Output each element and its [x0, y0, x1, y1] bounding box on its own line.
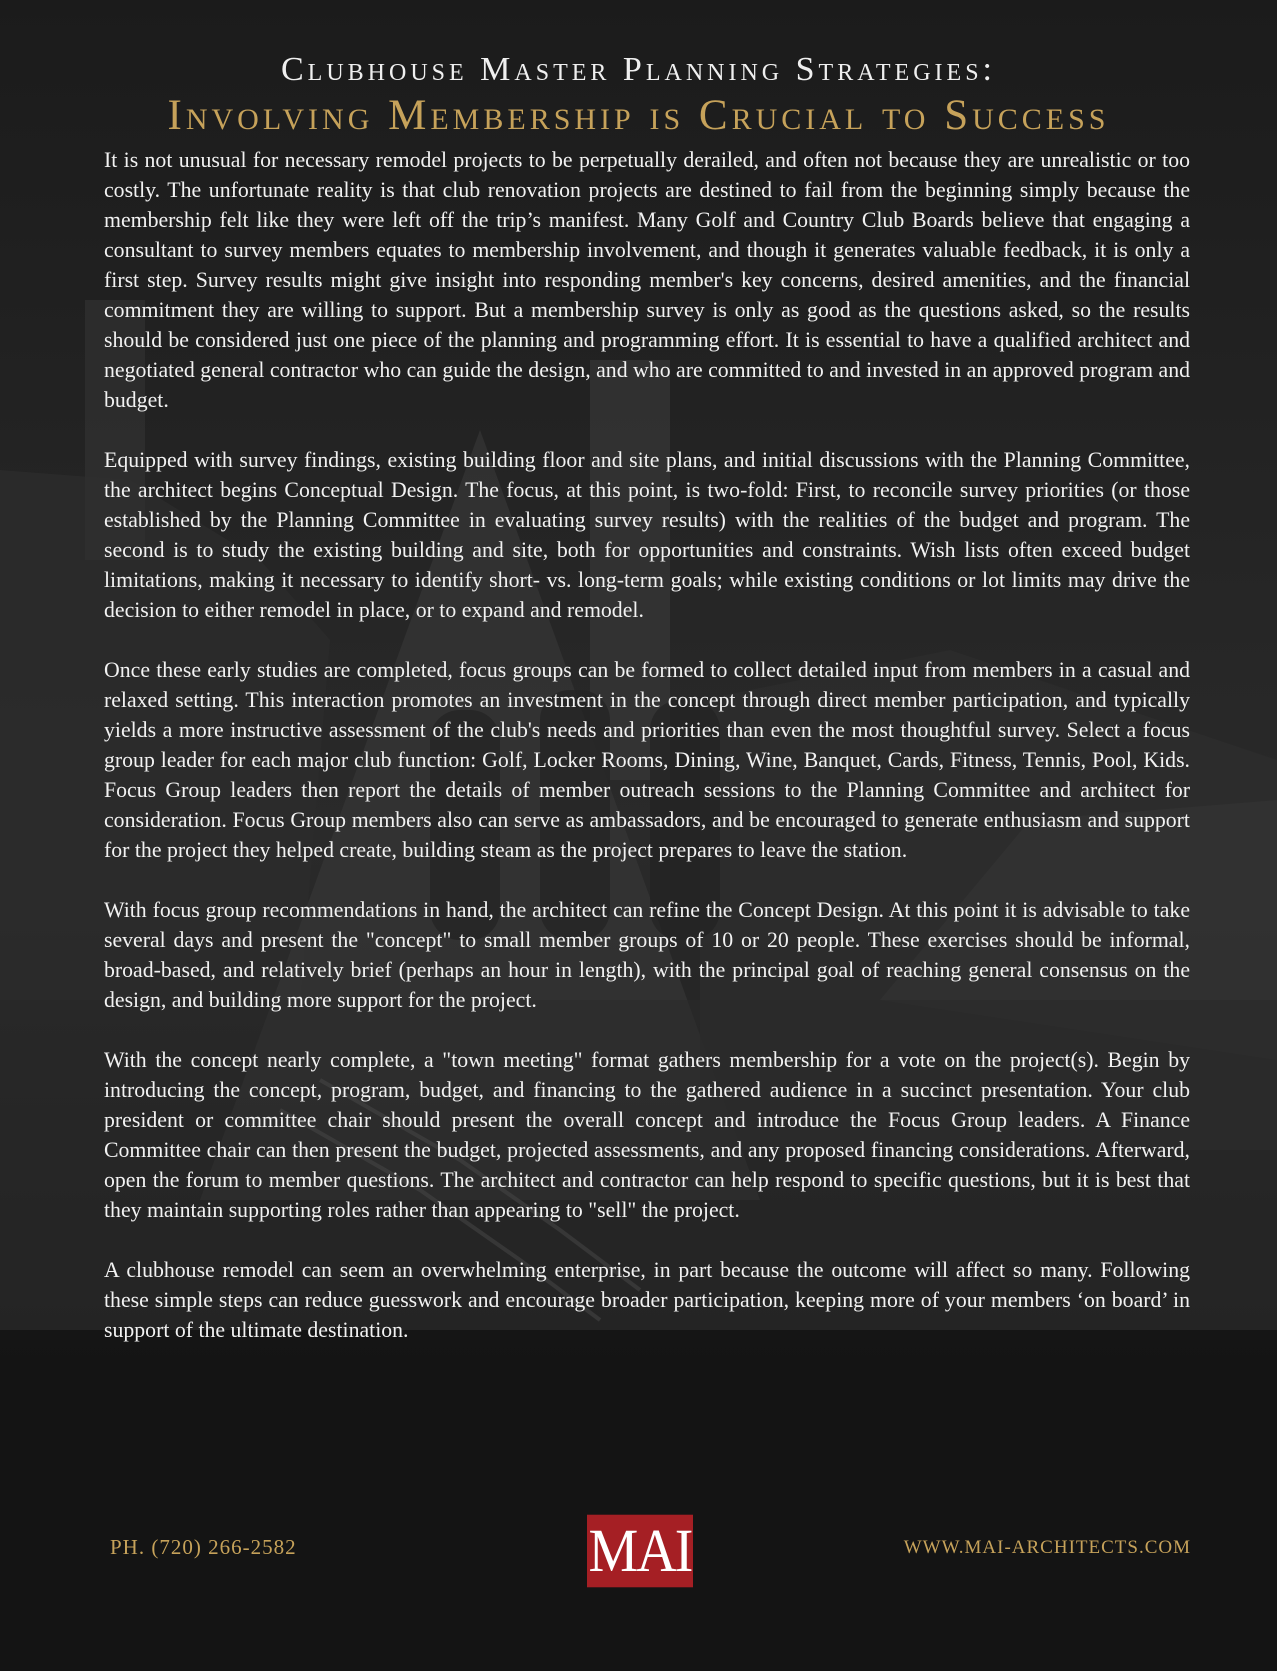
paragraph-2: Equipped with survey findings, existing building floor and site plans, and initial discussions with the Planning Committee, the architect begins Conceptual Design. The focus, at this point, is two-fold: First, to reconcile survey priorities (or those established by the Planning Committee in evaluating survey results) with the realities of the budget and program. The second is to study the existing building and site, both for opportunities and constraints. Wish lists often exceed budget limitations, making it necessary to identify short- vs. long-term goals; while existing conditions or lot limits may drive the decision to either remodel in place, or to expand and remodel. — [104, 448, 1190, 622]
paragraph-5: With the concept nearly complete, a "town meeting" format gathers membership for a vote on the project(s). Begin by introducing the concept, program, budget, and financing to the gathered audience in a succinct presentation. Your club president or committee chair should present the overall concept and introduce the Focus Group leaders. A Finance Committee chair can then present the budget, projected assessments, and any proposed financing considerations. Afterward, open the forum to member questions. The architect and contractor can help respond to specific questions, but it is best that they maintain supporting roles rather than appearing to "sell" the project. — [104, 1048, 1190, 1222]
article-body — [104, 145, 1190, 1375]
title-line-1: Clubhouse Master Planning Strategies: — [281, 51, 996, 88]
paragraph-1: It is not unusual for necessary remodel projects to be perpetually derailed, and often not because they are unrealistic or too costly. The unfortunate reality is that club renovation projects are destined to fail from the beginning simply because the membership felt like they were left off the trip’s manifest. Many Golf and Country Club Boards believe that engaging a consultant to survey members equates to membership involvement, and though it generates valuable feedback, it is only a first step. Survey results might give insight into responding member's key concerns, desired amenities, and the financial commitment they are willing to support. But a membership survey is only as good as the questions asked, so the results should be considered just one piece of the planning and programming effort. It is essential to have a qualified architect and negotiated general contractor who can guide the design, and who are committed to and invested in an approved program and budget. — [104, 148, 1190, 412]
paragraph-3: Once these early studies are completed, focus groups can be formed to collect detailed input from members in a casual and relaxed setting. This interaction promotes an investment in the concept through direct member participation, and typically yields a more instructive assessment of the club's needs and priorities than even the most thoughtful survey. Select a focus group leader for each major club function: Golf, Locker Rooms, Dining, Wine, Banquet, Cards, Fitness, Tennis, Pool, Kids. Focus Group leaders then report the details of member outreach sessions to the Planning Committee and architect for consideration. Focus Group members also can serve as ambassadors, and be encouraged to generate enthusiasm and support for the project they helped create, building steam as the project prepares to leave the station. — [104, 658, 1190, 862]
header — [0, 50, 1277, 140]
website-link[interactable]: WWW.MAI-ARCHITECTS.COM — [903, 1537, 1191, 1558]
title-line-2: Involving Membership is Crucial to Success — [167, 92, 1110, 139]
paragraph-6: A clubhouse remodel can seem an overwhelming enterprise, in part because the outcome will affect so many. Following these simple steps can reduce guesswork and encourage broader participation, keeping more of your members ‘on board’ in support of the ultimate destination. — [104, 1258, 1190, 1342]
footer — [0, 1515, 1277, 1587]
paragraph-4: With focus group recommendations in hand, the architect can refine the Concept Design. At this point it is advisable to take several days and present the "concept" to small member groups of 10 or 20 people. These exercises should be informal, broad-based, and relatively brief (perhaps an hour in length), with the principal goal of reaching general consensus on the design, and building more support for the project. — [104, 898, 1190, 1012]
phone-number: PH. (720) 266-2582 — [110, 1535, 297, 1559]
mai-logo: MAI — [587, 1515, 693, 1588]
